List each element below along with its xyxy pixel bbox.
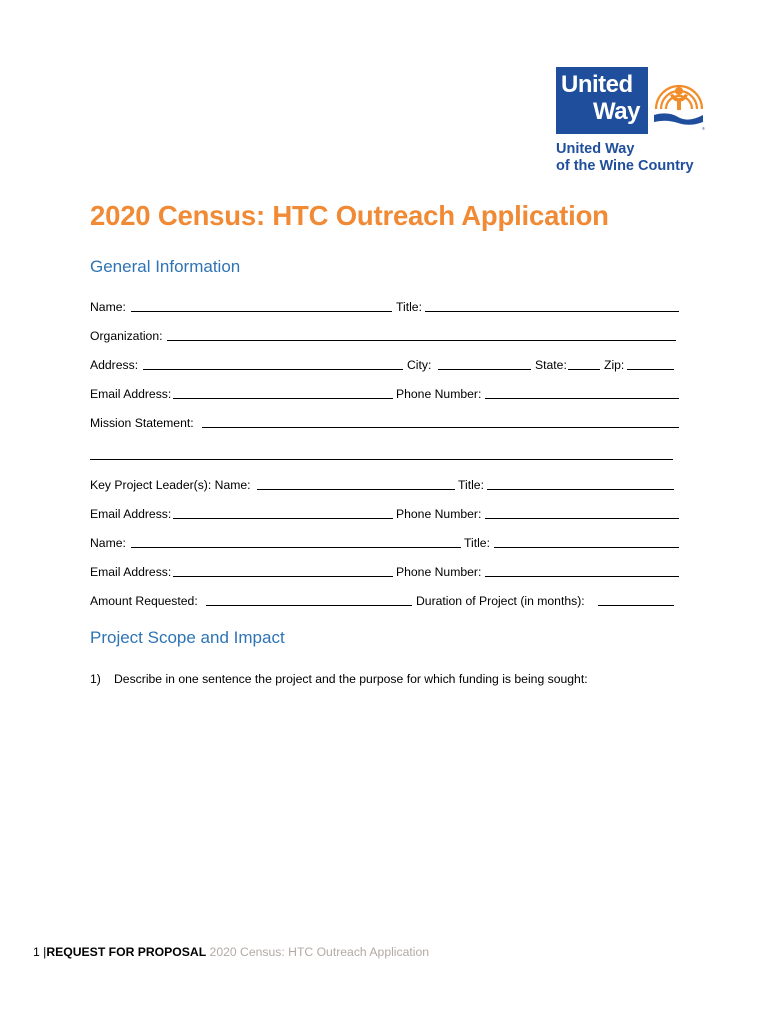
mission-field[interactable] xyxy=(202,427,679,428)
email-label: Email Address: xyxy=(90,387,172,401)
zip-field[interactable] xyxy=(627,369,674,370)
title-field-3[interactable] xyxy=(494,547,679,548)
title-label-3: Title: xyxy=(464,536,490,550)
row-email-phone xyxy=(90,384,680,404)
logo-caption xyxy=(556,141,694,175)
footer-rfp-label: REQUEST FOR PROPOSAL xyxy=(46,945,207,959)
key-leader-name-field[interactable] xyxy=(257,489,455,490)
row-organization xyxy=(90,326,680,346)
email-field-3[interactable] xyxy=(173,576,393,577)
city-field[interactable] xyxy=(438,369,531,370)
mission-continuation-line[interactable] xyxy=(90,459,673,460)
phone-label-3: Phone Number: xyxy=(396,565,482,579)
title-label: Title: xyxy=(396,300,422,314)
duration-field[interactable] xyxy=(598,605,674,606)
row-name-title-2 xyxy=(90,533,680,553)
row-email-phone-3 xyxy=(90,562,680,582)
section-heading-scope: Project Scope and Impact xyxy=(90,628,285,647)
question-1-number: 1) xyxy=(90,672,101,686)
email-label-2: Email Address: xyxy=(90,507,172,521)
key-leader-title-field[interactable] xyxy=(487,489,674,490)
address-label: Address: xyxy=(90,358,139,372)
phone-label: Phone Number: xyxy=(396,387,482,401)
united-way-hand-icon xyxy=(648,67,709,134)
row-key-leader xyxy=(90,475,680,495)
logo-word-way: Way xyxy=(593,98,640,125)
footer-subtitle: 2020 Census: HTC Outreach Application xyxy=(206,945,430,959)
amount-field[interactable] xyxy=(206,605,412,606)
duration-label: Duration of Project (in months): xyxy=(416,594,585,608)
name-label-2: Name: xyxy=(90,536,126,550)
state-label: State: xyxy=(535,358,567,372)
row-address xyxy=(90,355,680,375)
name-label: Name: xyxy=(90,300,126,314)
row-email-phone-2 xyxy=(90,504,680,524)
section-heading-general: General Information xyxy=(90,257,241,276)
row-name-title xyxy=(90,297,680,317)
phone-label-2: Phone Number: xyxy=(396,507,482,521)
phone-field[interactable] xyxy=(485,398,679,399)
city-label: City: xyxy=(407,358,432,372)
phone-field-2[interactable] xyxy=(485,518,679,519)
document-title: 2020 Census: HTC Outreach Application xyxy=(90,200,609,231)
logo-caption-line2: of the Wine Country xyxy=(556,158,694,174)
phone-field-3[interactable] xyxy=(485,576,679,577)
page-footer xyxy=(33,942,429,962)
name-field-2[interactable] xyxy=(131,547,461,548)
amount-label: Amount Requested: xyxy=(90,594,198,608)
logo-caption-line1: United Way xyxy=(556,141,635,157)
zip-label: Zip: xyxy=(604,358,625,372)
logo-word-united: United xyxy=(561,71,633,98)
row-mission xyxy=(90,413,680,433)
footer-page-number: 1 | xyxy=(33,945,47,959)
key-leader-title-label: Title: xyxy=(458,478,484,492)
email-label-3: Email Address: xyxy=(90,565,172,579)
address-field[interactable] xyxy=(143,369,403,370)
organization-field[interactable] xyxy=(167,340,676,341)
name-field[interactable] xyxy=(131,311,392,312)
question-1-text: Describe in one sentence the project and the purpose for which funding is being sought: xyxy=(114,672,588,686)
key-leader-label: Key Project Leader(s): Name: xyxy=(90,478,251,492)
email-field[interactable] xyxy=(173,398,393,399)
state-field[interactable] xyxy=(568,369,600,370)
row-amount-duration xyxy=(90,591,680,611)
svg-text:®: ® xyxy=(702,126,705,131)
organization-label: Organization: xyxy=(90,329,163,343)
mission-label: Mission Statement: xyxy=(90,416,194,430)
email-field-2[interactable] xyxy=(173,518,393,519)
title-field[interactable] xyxy=(425,311,679,312)
united-way-logo xyxy=(556,67,709,134)
